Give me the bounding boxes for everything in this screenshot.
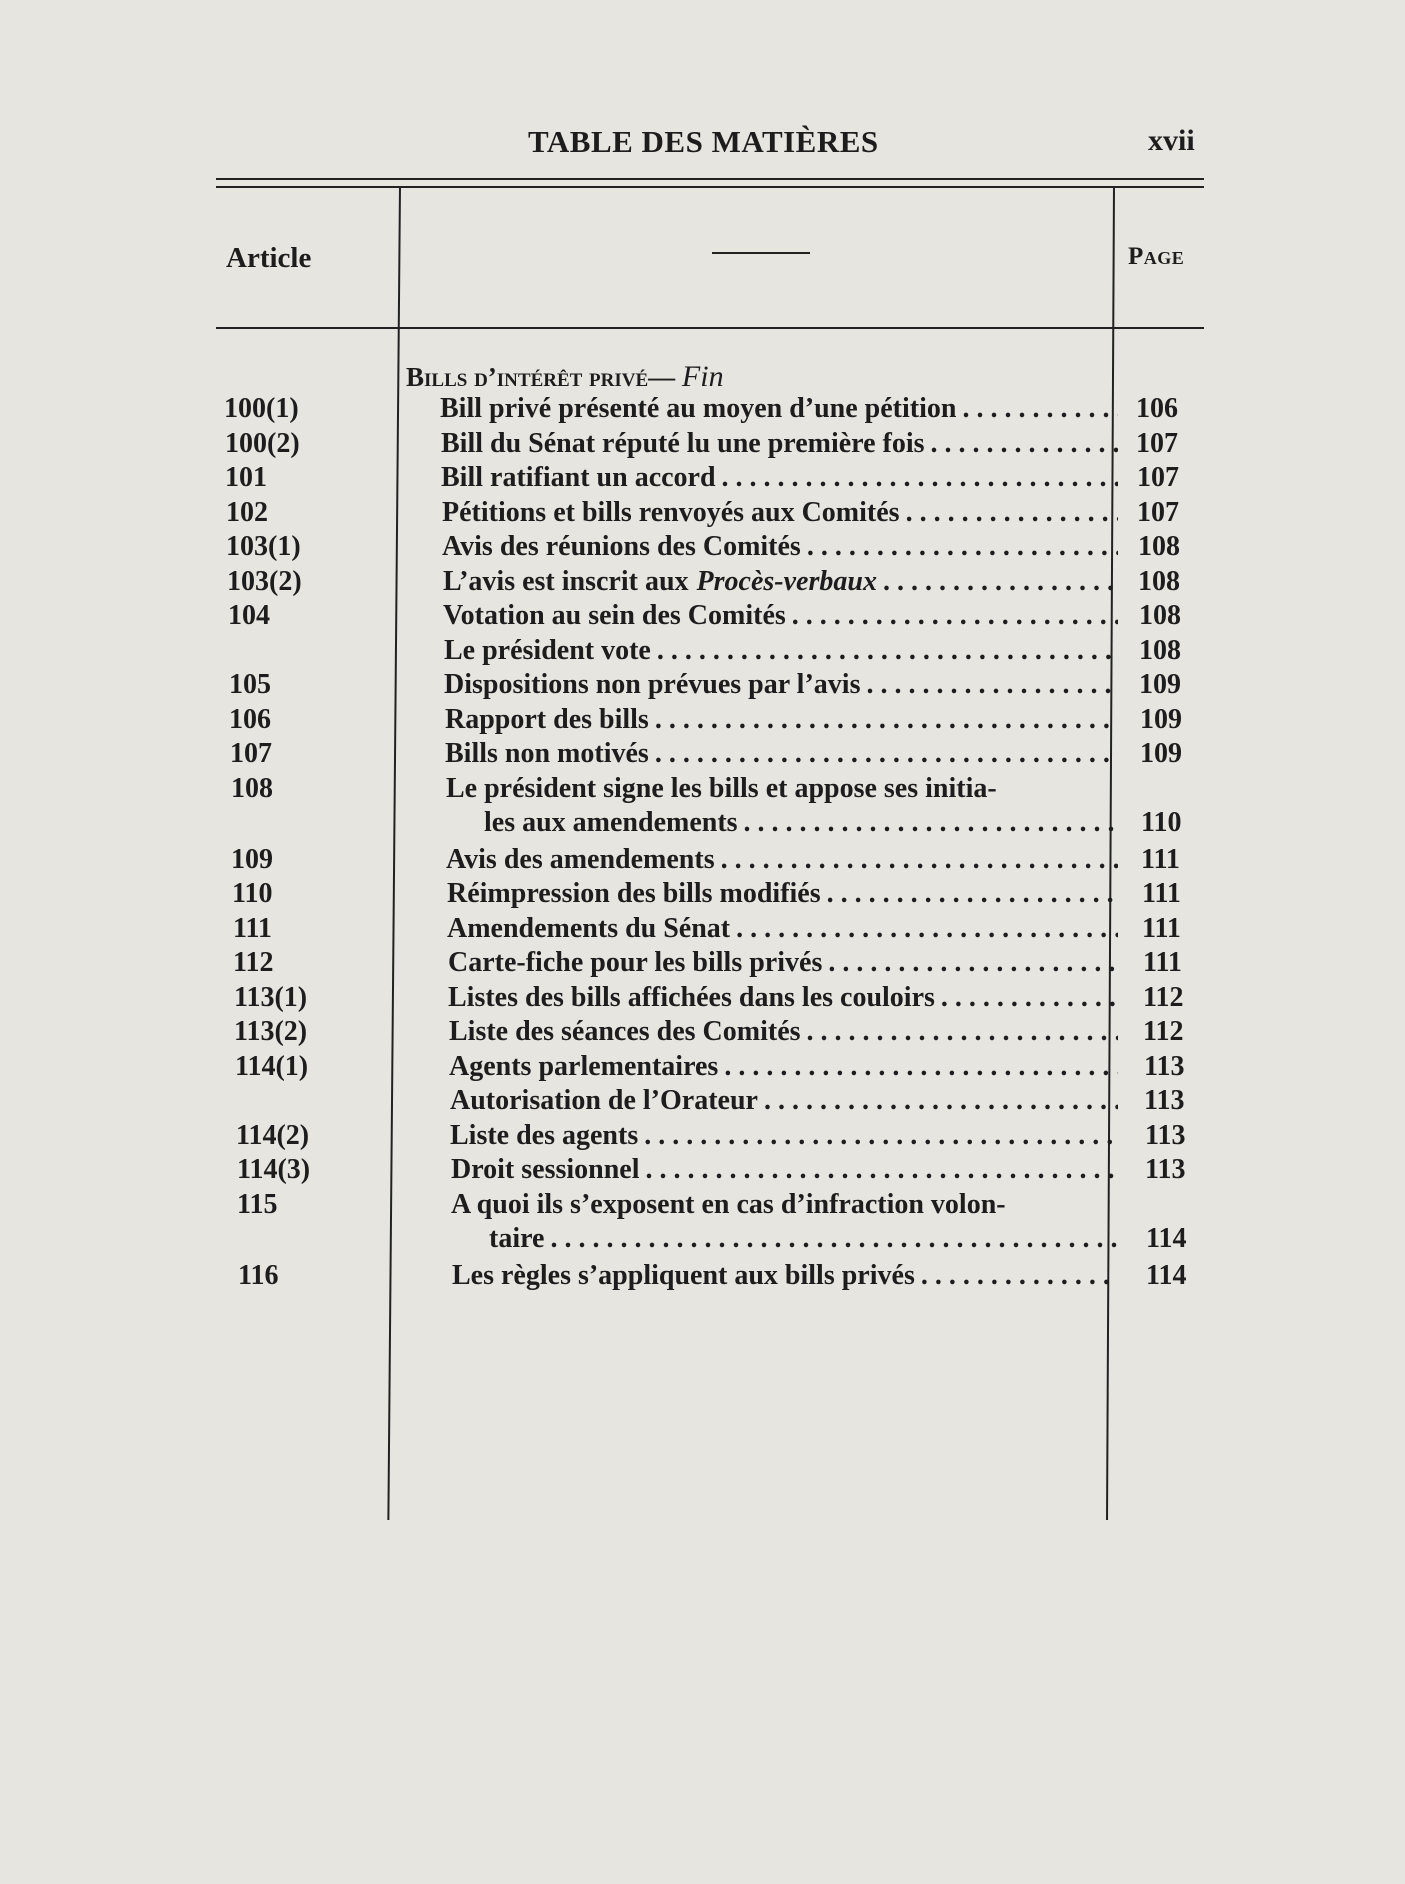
entry-title bbox=[443, 566, 1118, 598]
entry-title-text: Carte-fiche pour les bills privés bbox=[448, 947, 823, 978]
dot-leader bbox=[962, 393, 1118, 425]
dot-leader bbox=[724, 1051, 1118, 1083]
entry-article-number: 114(1) bbox=[235, 1050, 309, 1082]
entry-title-text: Votation au sein des Comités bbox=[443, 600, 786, 631]
entry-page-number: 111 bbox=[1141, 843, 1180, 875]
entry-page-number: 111 bbox=[1142, 878, 1181, 909]
entry-page-number: 113 bbox=[1144, 1085, 1185, 1116]
entry-article-number: 109 bbox=[231, 843, 273, 875]
toc-entry bbox=[0, 704, 1405, 738]
entry-page-number: 108 bbox=[1139, 634, 1181, 666]
entry-page-number: 107 bbox=[1137, 496, 1179, 528]
dot-leader bbox=[550, 1223, 1118, 1255]
entry-page-number: 113 bbox=[1145, 1119, 1186, 1151]
page-number: xvii bbox=[1148, 124, 1195, 157]
entry-title-text: A quoi ils s’exposent en cas d’infraction volon- bbox=[451, 1188, 1006, 1220]
entry-article-number: 110 bbox=[232, 878, 273, 909]
entry-title bbox=[447, 878, 1118, 910]
entry-article-number: 115 bbox=[237, 1188, 278, 1220]
toc-entry bbox=[0, 462, 1405, 496]
entry-article-number: 108 bbox=[231, 772, 273, 804]
entry-title-text: Liste des séances des Comités bbox=[449, 1016, 801, 1047]
toc-entry bbox=[0, 947, 1405, 981]
entry-title bbox=[449, 1016, 1118, 1048]
entry-title-text: Les règles s’appliquent aux bills privés bbox=[452, 1259, 915, 1291]
entry-page-number: 107 bbox=[1137, 462, 1179, 493]
entry-article-number: 107 bbox=[230, 738, 272, 769]
dot-leader bbox=[721, 844, 1118, 876]
dot-leader bbox=[941, 982, 1118, 1014]
entry-title-text: Le président signe les bills et appose ses initia- bbox=[446, 772, 997, 804]
entry-title bbox=[446, 844, 1118, 876]
toc-entry bbox=[0, 497, 1405, 531]
entry-page-number: 114 bbox=[1146, 1259, 1187, 1291]
entry-page-number: 113 bbox=[1145, 1154, 1186, 1185]
section-heading-prefix: Bills d’intérêt privé— bbox=[406, 362, 676, 392]
entry-title bbox=[446, 773, 1118, 805]
entry-title-text: Amendements du Sénat bbox=[447, 912, 731, 944]
page-title: TABLE DES MATIÈRES bbox=[528, 124, 879, 159]
toc-entry bbox=[0, 878, 1405, 912]
entry-title-text: Bill privé présenté au moyen d’une pétition bbox=[440, 393, 957, 424]
entry-title bbox=[444, 635, 1118, 667]
entry-article-number: 103(1) bbox=[226, 531, 301, 562]
top-double-rule-lower bbox=[216, 186, 1204, 188]
running-head bbox=[0, 124, 1405, 164]
entry-title-text: Bills non motivés bbox=[445, 738, 649, 769]
entry-title-continuation bbox=[484, 807, 1118, 839]
column-header-dash bbox=[712, 252, 810, 254]
toc-entry bbox=[0, 635, 1405, 669]
entry-title-text: Rapport des bills bbox=[445, 703, 649, 735]
entry-page-number: 112 bbox=[1143, 981, 1184, 1013]
toc-entry-continuation bbox=[0, 807, 1405, 841]
section-heading-suffix: Fin bbox=[681, 360, 724, 393]
entry-title bbox=[449, 1051, 1118, 1083]
entry-page-number: 109 bbox=[1139, 669, 1181, 700]
entry-page-number: 108 bbox=[1138, 565, 1180, 597]
toc-entry bbox=[0, 531, 1405, 565]
entry-title bbox=[445, 704, 1118, 736]
column-header-article: Article bbox=[226, 242, 312, 274]
entry-article-number: 103(2) bbox=[227, 565, 302, 597]
entry-page-number: 107 bbox=[1136, 427, 1178, 459]
dot-leader bbox=[807, 531, 1118, 563]
entry-title-continuation bbox=[489, 1223, 1118, 1255]
entry-title-text: Liste des agents bbox=[450, 1119, 639, 1151]
section-heading bbox=[406, 360, 724, 394]
dot-leader bbox=[744, 807, 1118, 839]
entry-page-number: 111 bbox=[1142, 912, 1181, 944]
dot-leader bbox=[828, 947, 1118, 979]
entry-title-text: Droit sessionnel bbox=[451, 1154, 640, 1185]
dot-leader bbox=[644, 1120, 1118, 1152]
entry-article-number: 102 bbox=[226, 496, 268, 528]
entry-page-number: 106 bbox=[1136, 393, 1178, 424]
toc-entry bbox=[0, 913, 1405, 947]
dot-leader bbox=[722, 462, 1118, 494]
entry-article-number: 100(1) bbox=[224, 393, 299, 424]
dot-leader bbox=[807, 1016, 1118, 1048]
toc-entry bbox=[0, 600, 1405, 634]
entry-article-number: 116 bbox=[238, 1259, 279, 1291]
entry-article-number: 105 bbox=[229, 669, 271, 700]
entry-page-number: 110 bbox=[1141, 807, 1182, 838]
top-double-rule-upper bbox=[216, 178, 1204, 180]
entry-title bbox=[447, 913, 1118, 945]
toc-entry bbox=[0, 1189, 1405, 1223]
entry-title bbox=[444, 669, 1118, 701]
toc-entry bbox=[0, 773, 1405, 807]
entry-continuation-text: les aux amendements bbox=[484, 807, 738, 838]
entry-title bbox=[445, 738, 1118, 770]
toc-entry bbox=[0, 428, 1405, 462]
entry-title bbox=[442, 531, 1118, 563]
entry-title bbox=[450, 1085, 1118, 1117]
toc-entry bbox=[0, 1154, 1405, 1188]
entry-page-number: 112 bbox=[1143, 1016, 1184, 1047]
dot-leader bbox=[764, 1085, 1118, 1117]
toc-entry bbox=[0, 1260, 1405, 1294]
entry-page-number: 111 bbox=[1143, 947, 1182, 978]
entry-title-text: Agents parlementaires bbox=[449, 1050, 719, 1082]
dot-leader bbox=[646, 1154, 1119, 1186]
dot-leader bbox=[921, 1260, 1118, 1292]
toc-entry-continuation bbox=[0, 1223, 1405, 1257]
entry-title bbox=[441, 462, 1118, 494]
dot-leader bbox=[792, 600, 1118, 632]
toc-entry bbox=[0, 393, 1405, 427]
dot-leader bbox=[657, 635, 1118, 667]
entry-title bbox=[448, 982, 1118, 1014]
entry-title-text: Listes des bills affichées dans les couloirs bbox=[448, 981, 935, 1013]
entry-page-number: 109 bbox=[1140, 703, 1182, 735]
entry-title-italic: Procès-verbaux bbox=[696, 565, 877, 597]
entry-title bbox=[451, 1154, 1118, 1186]
entry-title-text: Réimpression des bills modifiés bbox=[447, 878, 821, 909]
entry-title bbox=[450, 1120, 1118, 1152]
entry-page-number: 113 bbox=[1144, 1050, 1185, 1082]
entry-title-text: Bill du Sénat réputé lu une première fois bbox=[441, 427, 925, 459]
entry-title bbox=[441, 428, 1118, 460]
entry-page-number: 114 bbox=[1146, 1223, 1187, 1254]
entry-article-number: 104 bbox=[228, 600, 270, 631]
dot-leader bbox=[655, 738, 1118, 770]
toc-entry bbox=[0, 1120, 1405, 1154]
entry-title bbox=[442, 497, 1118, 529]
entry-title-text: Avis des réunions des Comités bbox=[442, 531, 801, 562]
header-bottom-rule bbox=[216, 327, 1204, 329]
entry-page-number: 108 bbox=[1139, 600, 1181, 631]
entry-article-number: 100(2) bbox=[225, 427, 300, 459]
entry-title-text: Avis des amendements bbox=[446, 843, 715, 875]
entry-title-text: L’avis est inscrit aux bbox=[443, 565, 689, 597]
toc-entry bbox=[0, 669, 1405, 703]
entry-page-number: 108 bbox=[1138, 531, 1180, 562]
dot-leader bbox=[827, 878, 1118, 910]
entry-article-number: 111 bbox=[233, 912, 272, 944]
toc-entry bbox=[0, 1051, 1405, 1085]
entry-title-text: Pétitions et bills renvoyés aux Comités bbox=[442, 496, 900, 528]
toc-entry bbox=[0, 1016, 1405, 1050]
entry-title-text: Dispositions non prévues par l’avis bbox=[444, 669, 861, 700]
entry-title bbox=[443, 600, 1118, 632]
entry-title bbox=[448, 947, 1118, 979]
dot-leader bbox=[931, 428, 1118, 460]
entry-article-number: 114(3) bbox=[237, 1154, 311, 1185]
entry-article-number: 101 bbox=[225, 462, 267, 493]
dot-leader bbox=[906, 497, 1118, 529]
entry-title bbox=[452, 1260, 1118, 1292]
entry-continuation-text: taire bbox=[489, 1223, 545, 1254]
entry-title-text: Bill ratifiant un accord bbox=[441, 462, 716, 493]
entry-article-number: 113(1) bbox=[234, 981, 308, 1013]
entry-page-number: 109 bbox=[1140, 738, 1182, 769]
column-header-page: Page bbox=[1128, 243, 1185, 270]
entry-title-text: Autorisation de l’Orateur bbox=[450, 1085, 758, 1116]
toc-entry bbox=[0, 566, 1405, 600]
dot-leader bbox=[866, 669, 1118, 701]
entry-article-number: 112 bbox=[233, 947, 274, 978]
entry-article-number: 113(2) bbox=[234, 1016, 308, 1047]
toc-entry bbox=[0, 738, 1405, 772]
entry-title bbox=[440, 393, 1118, 425]
dot-leader bbox=[655, 704, 1118, 736]
entry-title bbox=[451, 1189, 1118, 1221]
entry-article-number: 114(2) bbox=[236, 1119, 310, 1151]
dot-leader bbox=[736, 913, 1118, 945]
entry-article-number: 106 bbox=[229, 703, 271, 735]
toc-entry bbox=[0, 844, 1405, 878]
dot-leader bbox=[883, 566, 1118, 598]
toc-entry bbox=[0, 1085, 1405, 1119]
toc-entry bbox=[0, 982, 1405, 1016]
entry-title-text: Le président vote bbox=[444, 634, 651, 666]
